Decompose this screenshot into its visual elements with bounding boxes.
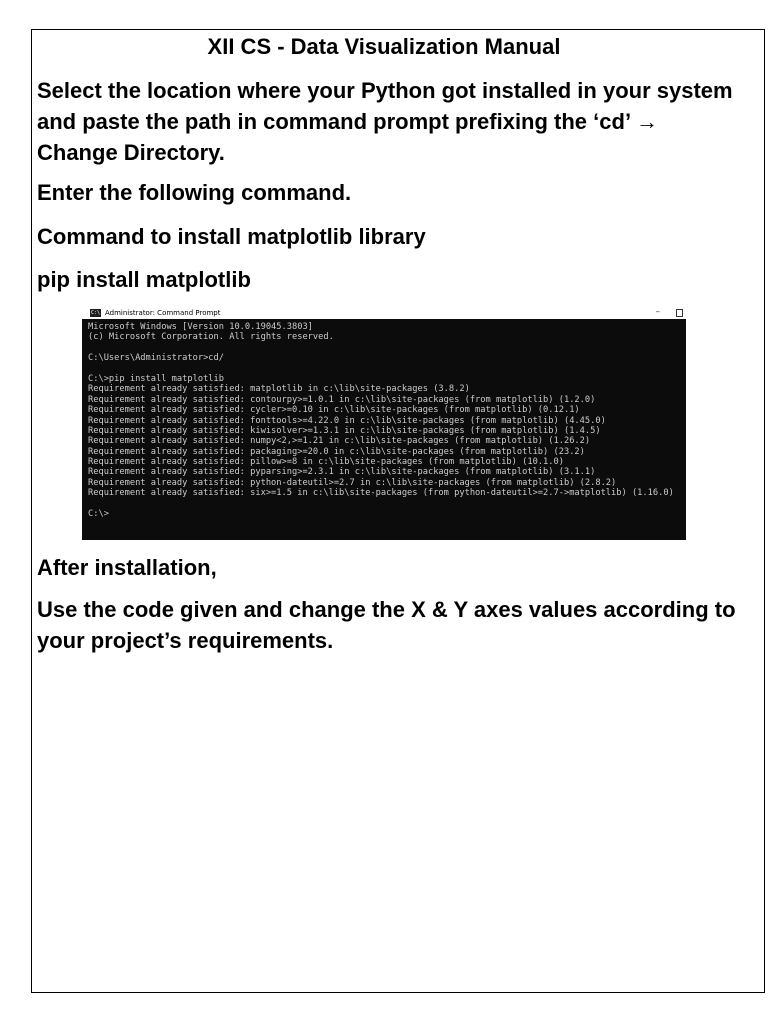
console-line: (c) Microsoft Corporation. All rights reserved. xyxy=(88,332,334,343)
console-line: Requirement already satisfied: numpy<2,>=1.21 in c:\lib\site-packages (from matplotlib) (1.26.2) xyxy=(88,436,591,447)
console-line: Requirement already satisfied: six>=1.5 in c:\lib\site-packages (from python-dateutil>=2.7->matplotlib) (1.16.0) xyxy=(88,488,674,499)
after-installation-text: After installation, xyxy=(37,555,217,580)
console-line: C:\>pip install matplotlib xyxy=(88,373,224,384)
console-output xyxy=(82,319,686,519)
console-line: Requirement already satisfied: packaging>=20.0 in c:\lib\site-packages (from matplotlib) (23.2) xyxy=(88,446,585,457)
console-line xyxy=(88,499,686,509)
console-line: Requirement already satisfied: pillow>=8 in c:\lib\site-packages (from matplotlib) (10.1.0) xyxy=(88,457,564,468)
instruction-install-heading: Command to install matplotlib library xyxy=(37,224,426,249)
console-titlebar xyxy=(82,306,686,319)
console-line: Requirement already satisfied: kiwisolver>=1.3.1 in c:\lib\site-packages (from matplotlib) (1.4.5) xyxy=(88,425,601,436)
instruction-change-axes: Use the code given and change the X & Y axes values according to your project’s requirements. xyxy=(37,597,736,653)
console-line: Requirement already satisfied: matplotlib in c:\lib\site-packages (3.8.2) xyxy=(88,384,470,395)
console-line: C:\> xyxy=(88,509,109,520)
console-line: Microsoft Windows [Version 10.0.19045.3803] xyxy=(88,322,313,332)
console-line xyxy=(88,364,686,374)
instruction-enter-command: Enter the following command. xyxy=(37,180,352,205)
command-prompt-icon: C:\ xyxy=(90,309,101,316)
command-prompt-screenshot xyxy=(82,306,686,540)
console-line: Requirement already satisfied: contourpy>=1.0.1 in c:\lib\site-packages (from matplotlib) (1.2.0) xyxy=(88,394,596,405)
console-window-title: Administrator: Command Prompt xyxy=(105,308,221,317)
console-line: Requirement already satisfied: cycler>=0.10 in c:\lib\site-packages (from matplotlib) (0.12.1) xyxy=(88,405,580,416)
console-line: Requirement already satisfied: python-dateutil>=2.7 in c:\lib\site-packages (from matplotlib) (2.8.2) xyxy=(88,477,617,488)
minimize-icon: – xyxy=(655,307,660,317)
console-line xyxy=(88,343,686,353)
maximize-icon xyxy=(676,309,683,317)
console-line: Requirement already satisfied: pyparsing>=2.3.1 in c:\lib\site-packages (from matplotlib) (3.1.1) xyxy=(88,467,596,478)
document-title: XII CS - Data Visualization Manual xyxy=(207,34,561,59)
console-line: Requirement already satisfied: fonttools>=4.22.0 in c:\lib\site-packages (from matplotlib) (4.45.0) xyxy=(88,415,606,426)
console-line: C:\Users\Administrator>cd/ xyxy=(88,353,224,364)
pip-command-text: pip install matplotlib xyxy=(37,267,251,292)
instruction-select-location: Select the location where your Python got installed in your system and paste the path in command prompt prefixing the ‘cd’ → Change Directory. xyxy=(37,78,733,165)
